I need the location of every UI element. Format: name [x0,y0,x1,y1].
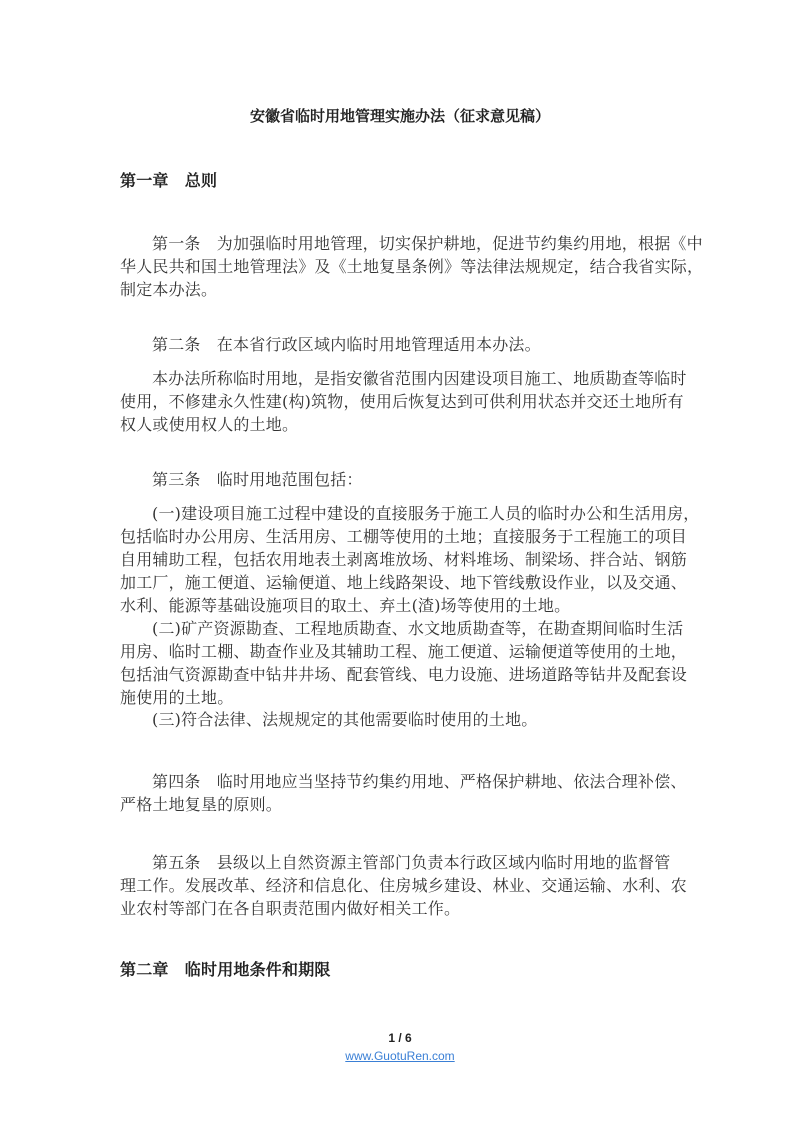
text-line: 制定本办法。 [120,280,218,299]
text-line: (三)符合法律、法规规定的其他需要临时使用的土地。 [152,710,538,729]
text-line: 使用，不修建永久性建(构)筑物，使用后恢复达到可供利用状态并交还土地所有 [120,392,684,411]
text-line: 包括临时办公用房、生活用房、工棚等使用的土地；直接服务于工程施工的项目 [120,527,688,546]
text-line: 权人或使用权人的土地。 [120,415,299,434]
document-title: 安徽省临时用地管理实施办法（征求意见稿） [249,107,550,125]
footer-url-container [0,1049,800,1063]
text-line: 第五条 县级以上自然资源主管部门负责本行政区域内临时用地的监督管 [152,853,671,872]
text-line: 第一条 为加强临时用地管理，切实保护耕地，促进节约集约用地，根据《中 [152,234,703,253]
text-line: (二)矿产资源勘查、工程地质勘查、水文地质勘查等，在勘查期间临时生活 [152,619,684,638]
text-line: 第二条 在本省行政区域内临时用地管理适用本办法。 [152,335,541,354]
text-line: 包括油气资源勘查中钻井井场、配套管线、电力设施、进场道路等钻井及配套设 [120,665,688,684]
text-line: 用房、临时工棚、勘查作业及其辅助工程、施工便道、运输便道等使用的土地， [120,642,688,661]
text-line: 自用辅助工程，包括农用地表土剥离堆放场、材料堆场、制梁场、拌合站、钢筋 [120,550,688,569]
chapter-heading: 第二章 临时用地条件和期限 [120,960,331,979]
text-line: 华人民共和国土地管理法》及《土地复垦条例》等法律法规规定，结合我省实际， [120,257,704,276]
page-number: 1 / 6 [388,1031,412,1045]
text-line: 本办法所称临时用地，是指安徽省范围内因建设项目施工、地质勘查等临时 [152,369,687,388]
text-line: 第三条 临时用地范围包括： [152,470,363,489]
footer-link[interactable]: www.GuotuRen.com [345,1049,455,1063]
text-line: 水利、能源等基础设施项目的取土、弃土(渣)场等使用的土地。 [120,596,571,615]
text-line: 业农村等部门在各自职责范围内做好相关工作。 [120,899,461,918]
text-line: 第四条 临时用地应当坚持节约集约用地、严格保护耕地、依法合理补偿、 [152,772,687,791]
text-line: 严格土地复垦的原则。 [120,795,283,814]
text-line: 理工作。发展改革、经济和信息化、住房城乡建设、林业、交通运输、水利、农 [120,876,688,895]
text-line: (一)建设项目施工过程中建设的直接服务于施工人员的临时办公和生活用房， [152,504,700,523]
text-line: 加工厂，施工便道、运输便道、地上线路架设、地下管线敷设作业，以及交通、 [120,573,688,592]
text-line: 施使用的土地。 [120,688,234,707]
chapter-heading: 第一章 总则 [120,171,218,190]
